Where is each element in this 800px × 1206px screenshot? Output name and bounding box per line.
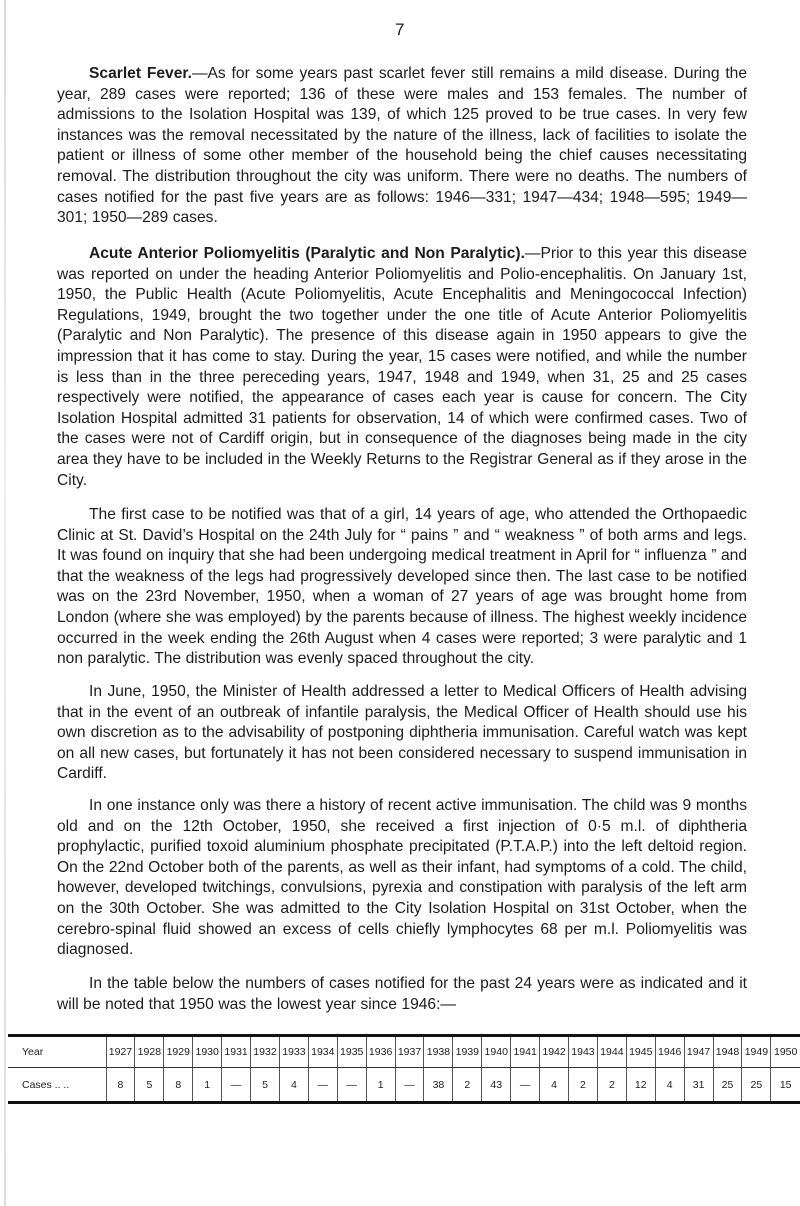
year-header-1939: 1939 [453, 1037, 482, 1068]
heading-scarlet-fever: Scarlet Fever. [89, 65, 192, 82]
cases-cell-1943: 2 [569, 1068, 598, 1102]
cases-table-wrapper [8, 1034, 800, 1104]
paragraph-scarlet-fever [57, 64, 747, 229]
cases-cell-1948: 25 [713, 1068, 742, 1102]
year-header-1948: 1948 [713, 1037, 742, 1068]
cases-cell-1930: 1 [193, 1068, 222, 1102]
year-header-1932: 1932 [251, 1037, 280, 1068]
cases-cell-1935: — [337, 1068, 366, 1102]
year-header-1942: 1942 [540, 1037, 569, 1068]
year-header-1943: 1943 [569, 1037, 598, 1068]
cases-cell-1927: 8 [106, 1068, 135, 1102]
cases-cell-1932: 5 [251, 1068, 280, 1102]
year-header-1944: 1944 [597, 1037, 626, 1068]
table-row-label-cases: Cases .. .. [22, 1078, 70, 1091]
cases-cell-1933: 4 [279, 1068, 308, 1102]
year-header-1936: 1936 [366, 1037, 395, 1068]
cases-cell-1949: 25 [742, 1068, 771, 1102]
paragraph-immunisation-case: In one instance only was there a history of recent active immunisation. The child was 9 months old and on the 12th October, 1950, she received a first injection of 0·5 m.l. of diphtheria prophylactic, purified toxoid aluminium phosphate precipitated (P.T.A.P.) into the left deltoid region. On the 22nd October both of the parents, as well as their infant, had symptoms of a cold. The child, however, developed twitchings, convulsions, pyrexia and constipation with paralysis of the left arm on the 30th October. She was admitted to the City Isolation Hospital on 31st October, when the cerebro-spinal fluid showed an excess of cells chiefly lymphocytes 68 per m.l. Poliomyelitis was diagnosed. [57, 797, 747, 959]
cases-cell-1936: 1 [366, 1068, 395, 1102]
cases-cell-1944: 2 [597, 1068, 626, 1102]
page-number: 7 [395, 20, 405, 39]
cases-cell-1929: 8 [164, 1068, 193, 1102]
year-header-1934: 1934 [308, 1037, 337, 1068]
paragraph-poliomyelitis [57, 244, 747, 491]
cases-cell-1934: — [308, 1068, 337, 1102]
text-scarlet-fever: —As for some years past scarlet fever still remains a mild disease. During the year, 289 cases were reported; 136 of these were males and 153 females. The number of admissions to the Isolation Hospital was 139, of which 125 proved to be true cases. In very few instances was the removal necessitated by the nature of the illness, lack of facilities to isolate the patient or illness of some other member of the household being the chief causes necessitating removal. The distribution throughout the city was uniform. There were no deaths. The numbers of cases notified for the past five years are as follows: 1946—331; 1947—434; 1948—595; 1949—301; 1950—289 cases. [57, 65, 747, 227]
cases-cell-1950: 15 [771, 1068, 800, 1102]
table-header-row [8, 1037, 800, 1068]
year-header-1947: 1947 [684, 1037, 713, 1068]
cases-by-year-table [8, 1037, 800, 1101]
cases-cell-1928: 5 [135, 1068, 164, 1102]
cases-cell-1941: — [511, 1068, 540, 1102]
year-header-1933: 1933 [279, 1037, 308, 1068]
cases-cell-1931: — [222, 1068, 251, 1102]
year-header-1938: 1938 [424, 1037, 453, 1068]
page-spine-shadow [4, 0, 6, 1206]
cases-cell-1946: 4 [655, 1068, 684, 1102]
year-header-1945: 1945 [626, 1037, 655, 1068]
cases-cell-1942: 4 [540, 1068, 569, 1102]
paragraph-first-case: The first case to be notified was that of a girl, 14 years of age, who attended the Orthopaedic Clinic at St. David’s Hospital on the 24th July for “ pains ” and “ weakness ” of both arms and legs. It was found on inquiry that she had been undergoing medical treatment in April for “ influenza ” and that the weakness of the legs had progressively developed since then. The last case to be notified was on the 23rd November, 1950, when a woman of 27 years of age was brought home from London (where she was employed) by the parents because of illness. The highest weekly incidence occurred in the week ending the 26th August when 4 cases were reported; 3 were paralytic and 1 non paralytic. The distribution was evenly spaced throughout the city. [57, 506, 747, 668]
paragraph-table-intro: In the table below the numbers of cases notified for the past 24 years were as indicated and it will be noted that 1950 was the lowest year since 1946:— [57, 975, 747, 1013]
heading-poliomyelitis: Acute Anterior Poliomyelitis (Paralytic and Non Paralytic). [89, 245, 525, 262]
year-header-1928: 1928 [135, 1037, 164, 1068]
year-header-1931: 1931 [222, 1037, 251, 1068]
table-cases-row [8, 1068, 800, 1102]
year-header-1946: 1946 [655, 1037, 684, 1068]
year-header-1929: 1929 [164, 1037, 193, 1068]
year-header-1940: 1940 [482, 1037, 511, 1068]
year-header-1927: 1927 [106, 1037, 135, 1068]
year-header-1937: 1937 [395, 1037, 424, 1068]
paragraph-minister-letter: In June, 1950, the Minister of Health addressed a letter to Medical Officers of Health advising that in the event of an outbreak of infantile paralysis, the Medical Officer of Health should use his own discretion as to the advisability of postponing diphtheria immunisation. Careful watch was kept on all new cases, but fortunately it has not been considered necessary to suspend immunisation in Cardiff. [57, 683, 747, 783]
year-header-1950: 1950 [771, 1037, 800, 1068]
cases-cell-1939: 2 [453, 1068, 482, 1102]
text-poliomyelitis: —Prior to this year this disease was reported on under the heading Anterior Poliomyelitis and Polio-encephalitis. On January 1st, 1950, the Public Health (Acute Poliomyelitis, Acute Encephalitis and Meningococcal Infection) Regulations, 1949, brought the two together under the one title of Acute Anterior Poliomyelitis (Paralytic and Non Paralytic). The presence of this disease again in 1950 appears to give the impression that it has come to stay. During the year, 15 cases were notified, and while the number is less than in the three pereceding years, 1947, 1948 and 1949, when 31, 25 and 25 cases respectively were notified, the appearance of cases each year is cause for concern. The City Isolation Hospital admitted 31 patients for observation, 14 of which were confirmed cases. Two of the cases were not of Cardiff origin, but in consequence of the diagnoses being made in the city area they have to be included in the Weekly Returns to the Registrar General as if they arose in the City. [57, 245, 747, 489]
year-header-1935: 1935 [337, 1037, 366, 1068]
cases-cell-1945: 12 [626, 1068, 655, 1102]
table-row-label-year: Year [8, 1037, 106, 1068]
cases-cell-1940: 43 [482, 1068, 511, 1102]
cases-cell-1937: — [395, 1068, 424, 1102]
cases-cell-1947: 31 [684, 1068, 713, 1102]
year-header-1941: 1941 [511, 1037, 540, 1068]
year-header-1949: 1949 [742, 1037, 771, 1068]
table-bottom-rule [8, 1101, 800, 1104]
cases-cell-1938: 38 [424, 1068, 453, 1102]
year-header-1930: 1930 [193, 1037, 222, 1068]
